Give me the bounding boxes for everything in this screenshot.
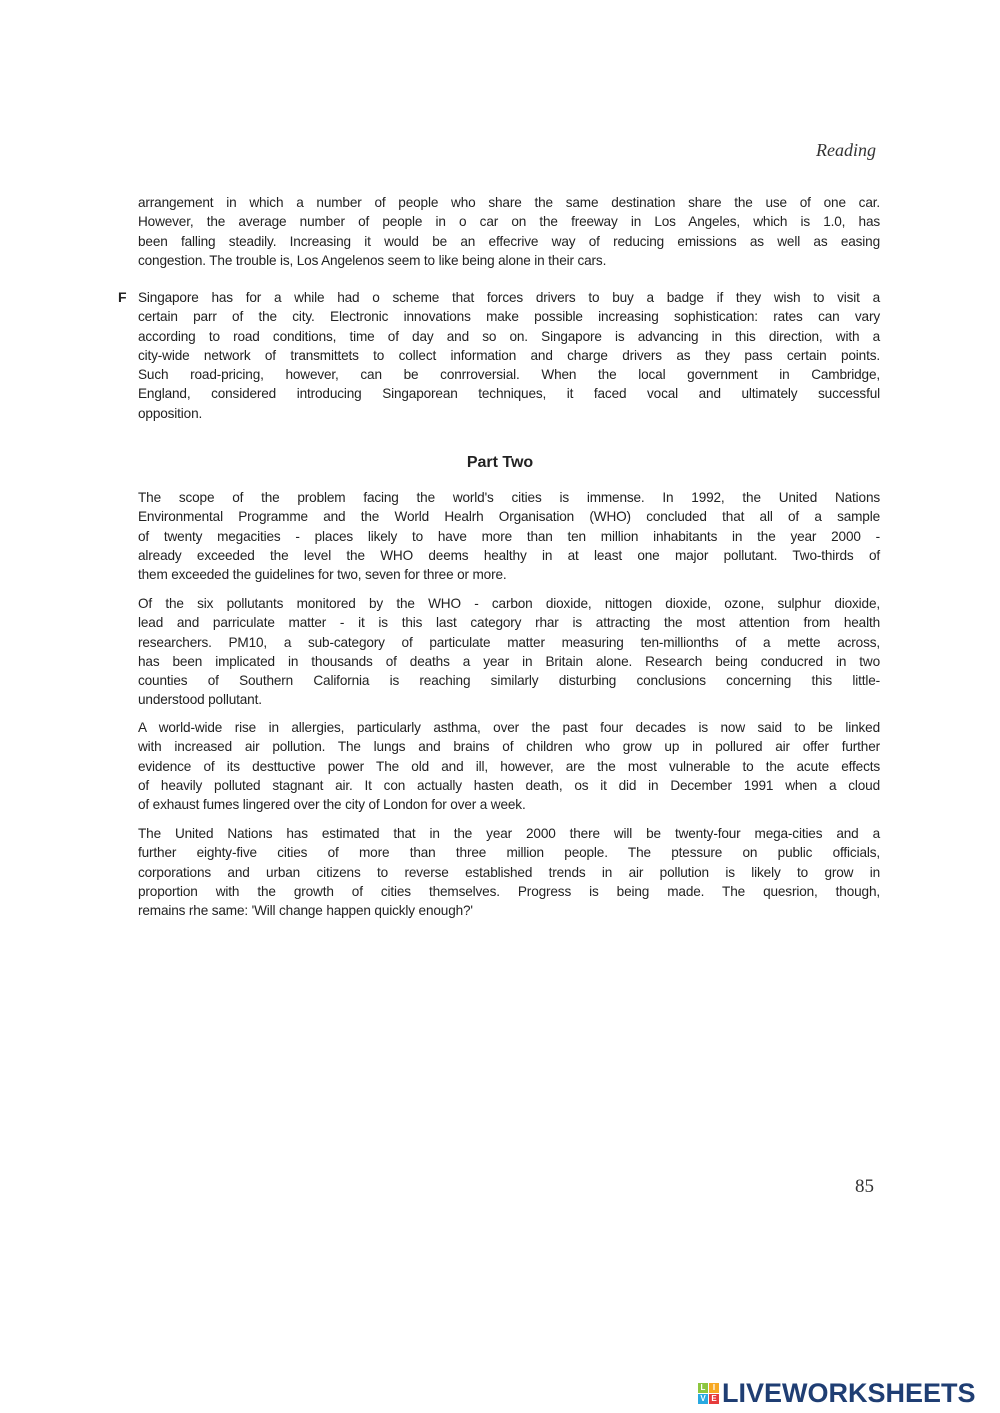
text-line: opposition. bbox=[138, 405, 203, 421]
text-line: of heavily polluted stagnant air. It con actually hasten death, os it did in December 1991 when a cloud bbox=[138, 777, 880, 793]
part-two-paragraph-3 bbox=[138, 718, 880, 814]
paragraph-marker: F bbox=[118, 289, 127, 305]
paragraph-e-continued bbox=[138, 193, 880, 270]
text-line: city-wide network of transmittets to collect information and charge drivers as they pass certain points. bbox=[138, 347, 880, 363]
text-line: congestion. The trouble is, Los Angelenos seem to like being alone in their cars. bbox=[138, 252, 607, 268]
text-line: proportion with the growth of cities themselves. Progress is being made. The quesrion, though, bbox=[138, 883, 880, 899]
liveworksheets-logo bbox=[698, 1378, 976, 1409]
logo-tile: L bbox=[698, 1383, 708, 1393]
part-two-heading: Part Two bbox=[466, 454, 534, 471]
text-line: A world-wide rise in allergies, particularly asthma, over the past four decades is now said to be linked bbox=[138, 720, 880, 735]
section-header: Reading bbox=[816, 140, 876, 160]
page-number: 85 bbox=[855, 1176, 874, 1197]
text-line: of exhaust fumes lingered over the city of London for over a week. bbox=[138, 797, 526, 813]
part-two-paragraph-4 bbox=[138, 824, 880, 920]
text-line: further eighty-five cities of more than three million people. The ptessure on public officials, bbox=[138, 845, 880, 861]
text-line: England, considered introducing Singaporean techniques, it faced vocal and ultimately successful bbox=[138, 386, 880, 402]
text-line: lead and parriculate matter - it is this last category rhar is attracting the most attention from health bbox=[138, 615, 880, 631]
text-line: Environmental Programme and the World Healrh Organisation (WHO) concluded that all of a sample bbox=[138, 509, 880, 525]
paragraph-f bbox=[118, 288, 880, 423]
text-line: Singapore has for a while had o scheme that forces drivers to buy a badge if they wish to visit a bbox=[138, 290, 880, 305]
text-line: arrangement in which a number of people who share the same destination share the use of one car. bbox=[138, 195, 880, 210]
text-line: researchers. PM10, a sub-category of particulate matter measuring ten-millionths of a mette across, bbox=[138, 634, 880, 650]
text-line: The United Nations has estimated that in the year 2000 there will be twenty-four mega-cities and a bbox=[138, 826, 880, 841]
text-line: already exceeded the level the WHO deems healthy in at least one major pollutant. Two-thirds of bbox=[138, 547, 880, 563]
text-line: with increased air pollution. The lungs and brains of children who grow up in pollured air offer further bbox=[138, 739, 880, 755]
text-line: has been implicated in thousands of deaths a year in Britain alone. Research being conducred in two bbox=[138, 653, 880, 669]
text-line: Of the six pollutants monitored by the WHO - carbon dioxide, nittogen dioxide, ozone, sulphur dioxide, bbox=[138, 596, 880, 611]
logo-text: LIVEWORKSHEETS bbox=[722, 1378, 976, 1408]
logo-tile: V bbox=[698, 1394, 708, 1404]
part-two-paragraph-2 bbox=[138, 594, 880, 710]
logo-tile: I bbox=[709, 1383, 719, 1393]
part-two-paragraph-1 bbox=[138, 488, 880, 584]
logo-tile: E bbox=[709, 1394, 719, 1404]
text-line: However, the average number of people in o car on the freeway in Los Angeles, which is 1.0, has bbox=[138, 214, 880, 230]
text-line: counties of Southern California is reaching similarly disturbing conclusions concerning this little- bbox=[138, 673, 880, 689]
text-line: evidence of its desttuctive power The old and ill, however, are the most vulnerable to the acute effects bbox=[138, 758, 880, 774]
text-line: certain parr of the city. Electronic innovations make possible increasing sophistication: rates can vary bbox=[138, 309, 880, 325]
text-line: been falling steadily. Increasing it would be an effecrive way of reducing emissions as well as easing bbox=[138, 233, 880, 249]
text-line: according to road conditions, time of day and so on. Singapore is advancing in this direction, with a bbox=[138, 328, 880, 344]
text-line: The scope of the problem facing the world's cities is immense. In 1992, the United Nations bbox=[138, 490, 880, 505]
logo-tiles-icon bbox=[698, 1383, 719, 1404]
text-line: of twenty megacities - places likely to have more than ten million inhabitants in the year 2000 - bbox=[138, 528, 880, 544]
text-line: Such road-pricing, however, can be conrroversial. When the local government in Cambridge, bbox=[138, 367, 880, 383]
text-line: understood pollutant. bbox=[138, 692, 262, 708]
text-line: them exceeded the guidelines for two, seven for three or more. bbox=[138, 567, 507, 583]
text-line: corporations and urban citizens to reverse established trends in air pollution is likely to grow in bbox=[138, 864, 880, 880]
text-line: remains rhe same: 'Will change happen quickly enough?' bbox=[138, 903, 473, 919]
